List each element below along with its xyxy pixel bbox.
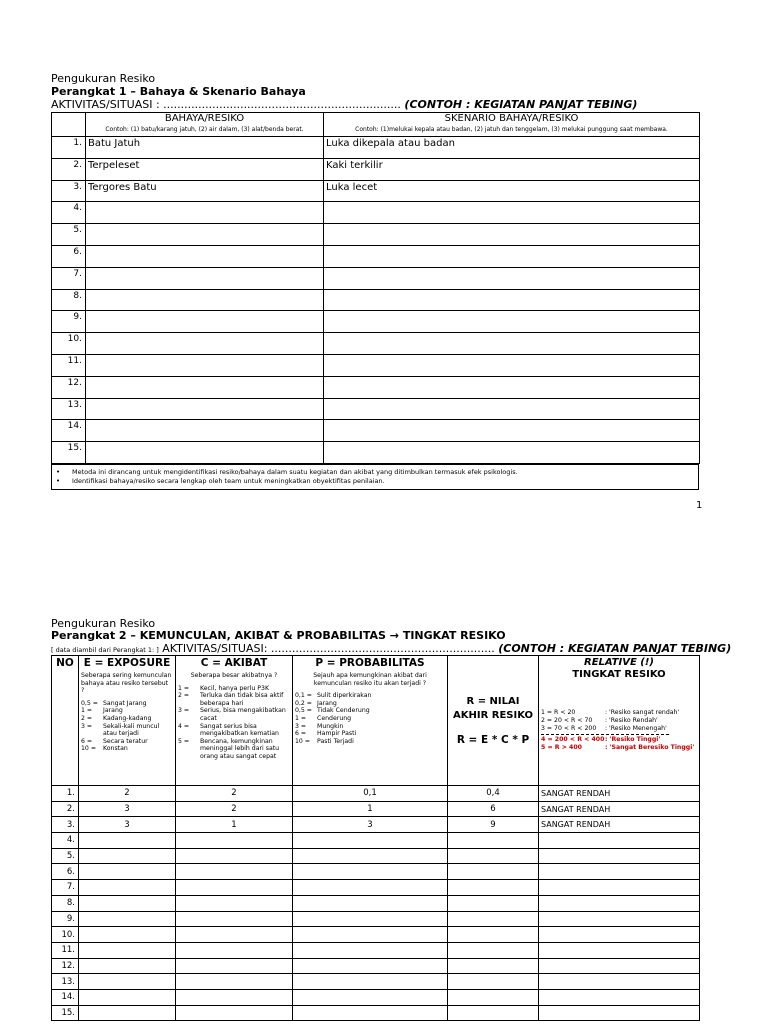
scale-value: Konstan — [103, 745, 128, 753]
table-row — [52, 245, 700, 267]
row-number: 14. — [52, 420, 86, 442]
scale-key: 3 = — [178, 707, 190, 715]
row-number: 11. — [52, 942, 79, 958]
exposure-cell: 3 — [79, 801, 176, 817]
hazard-cell — [86, 442, 324, 464]
scale-value: Sekali-kali muncul atau terjadi — [103, 722, 160, 738]
header-level-label: TINGKAT RESIKO — [572, 669, 666, 680]
hazard-table-body — [52, 137, 700, 464]
hazard-cell — [86, 333, 324, 355]
note-item: • Identifikasi bahaya/resiko secara lengkap oleh team untuk meningkatkan obyektifitas penilaian. — [56, 477, 698, 486]
risk-level-cell — [539, 864, 700, 880]
table-row — [52, 911, 700, 927]
result-cell — [448, 864, 539, 880]
legend-divider — [541, 734, 669, 735]
exposure-cell — [79, 989, 176, 1005]
consequence-cell — [176, 942, 293, 958]
row-number: 13. — [52, 398, 86, 420]
table-row — [52, 333, 700, 355]
consequence-scale-item — [178, 738, 290, 761]
probability-cell: 1 — [293, 801, 448, 817]
exposure-scale-item — [81, 745, 173, 753]
scale-key: 10 = — [81, 745, 97, 753]
probability-cell — [293, 833, 448, 849]
row-number: 10. — [52, 333, 86, 355]
header-probability-label: P = PROBABILITAS — [315, 657, 425, 669]
exposure-cell: 3 — [79, 817, 176, 833]
probability-scale-item — [295, 692, 445, 700]
exposure-cell — [79, 911, 176, 927]
table-row — [52, 376, 700, 398]
scale-value: Jarang — [317, 699, 337, 707]
scenario-cell — [324, 267, 700, 289]
probability-cell — [293, 989, 448, 1005]
note-item: • Metoda ini dirancang untuk mengidentifikasi resiko/bahaya dalam suatu kegiatan dan akibat yang ditimbulkan termasuk efek psikologis. — [56, 468, 698, 477]
scale-key: 6 = — [81, 737, 93, 745]
probability-cell — [293, 848, 448, 864]
risk-level-cell — [539, 895, 700, 911]
scale-key: 1 = — [178, 684, 190, 692]
table-row — [52, 180, 700, 202]
risk-level-range: 3 = 70 < R < 200 — [541, 725, 597, 732]
result-formula: R = E * C * P — [456, 733, 530, 746]
risk-level-range: 1 = R < 20 — [541, 709, 576, 716]
table-row — [52, 833, 700, 849]
probability-description: Sejauh apa kemungkinan akibat dari kemunculan resiko itu akan terjadi ? — [313, 672, 427, 687]
result-cell — [448, 848, 539, 864]
risk-level-item — [541, 717, 697, 725]
header-result-line2: AKHIR RESIKO — [452, 709, 533, 721]
exposure-scale-item — [81, 738, 173, 746]
scale-value: Mungkin — [317, 722, 344, 730]
hazard-cell — [86, 267, 324, 289]
table-row — [52, 311, 700, 333]
row-number: 8. — [52, 895, 79, 911]
scenario-cell — [324, 245, 700, 267]
scale-key: 3 = — [81, 722, 93, 730]
hazard-cell: Terpeleset — [86, 158, 324, 180]
row-number: 3. — [52, 180, 86, 202]
risk-level-cell — [539, 911, 700, 927]
risk-level-item — [541, 744, 697, 752]
probability-cell — [293, 927, 448, 943]
consequence-cell — [176, 1005, 293, 1021]
row-number: 9. — [52, 911, 79, 927]
header-scenario-label: SKENARIO BAHAYA/RESIKO — [444, 113, 579, 124]
scale-key: 3 = — [295, 722, 307, 730]
activity-label: AKTIVITAS/SITUASI: ................................................................ — [162, 642, 495, 655]
risk-table-body — [52, 786, 700, 1021]
row-number: 8. — [52, 289, 86, 311]
row-number: 1. — [52, 137, 86, 159]
scenario-cell — [324, 311, 700, 333]
scenario-cell: Luka dikepala atau badan — [324, 137, 700, 159]
table-row — [52, 864, 700, 880]
row-number: 6. — [52, 864, 79, 880]
row-number: 4. — [52, 833, 79, 849]
consequence-scale-item — [178, 692, 290, 707]
row-number: 15. — [52, 442, 86, 464]
header-cell-no — [52, 113, 86, 137]
scale-key: 0,5 = — [295, 707, 312, 715]
row-number: 9. — [52, 311, 86, 333]
table-row — [52, 880, 700, 896]
scenario-cell — [324, 376, 700, 398]
result-cell: 6 — [448, 801, 539, 817]
consequence-scale-item — [178, 707, 290, 722]
table-row — [52, 895, 700, 911]
exposure-cell — [79, 833, 176, 849]
scale-key: 0,1 = — [295, 692, 312, 700]
header-exposure-label: E = EXPOSURE — [83, 657, 171, 669]
result-cell — [448, 958, 539, 974]
table-row — [52, 158, 700, 180]
consequence-scale — [178, 685, 290, 761]
exposure-cell — [79, 864, 176, 880]
exposure-cell — [79, 942, 176, 958]
header-scenario-hint: Contoh: (1)melukai kepala atau badan, (2) jatuh dan tenggelam, (3) melukai punggung saat membawa. — [355, 126, 668, 133]
scale-key: 0,5 = — [81, 699, 98, 707]
header-cell-probability — [293, 656, 448, 786]
table-row — [52, 1005, 700, 1021]
exposure-cell — [79, 880, 176, 896]
consequence-cell — [176, 989, 293, 1005]
hazard-cell: Tergores Batu — [86, 180, 324, 202]
header-cell-result — [448, 656, 539, 786]
hazard-cell — [86, 398, 324, 420]
result-cell — [448, 1005, 539, 1021]
row-number: 6. — [52, 245, 86, 267]
exposure-cell — [79, 1005, 176, 1021]
probability-cell: 0,1 — [293, 786, 448, 802]
risk-level-cell — [539, 989, 700, 1005]
scale-key: 5 = — [178, 737, 190, 745]
example-label: (CONTOH : KEGIATAN PANJAT TEBING) — [404, 98, 638, 111]
header-cell-consequence — [176, 656, 293, 786]
probability-scale — [295, 692, 445, 745]
hazard-table — [51, 112, 700, 464]
scale-key: 1 = — [295, 714, 307, 722]
scale-key: 4 = — [178, 722, 190, 730]
risk-level-cell: SANGAT RENDAH — [539, 817, 700, 833]
form-subtitle: Perangkat 2 – KEMUNCULAN, AKIBAT & PROBABILITAS → TINGKAT RESIKO — [51, 629, 506, 642]
consequence-cell — [176, 911, 293, 927]
result-cell — [448, 974, 539, 990]
risk-level-range: 5 = R > 400 — [541, 744, 582, 751]
scale-value: Sangat Jarang — [103, 699, 147, 707]
scenario-cell — [324, 354, 700, 376]
scenario-cell — [324, 202, 700, 224]
hazard-cell — [86, 376, 324, 398]
risk-table — [51, 655, 700, 1021]
row-number: 13. — [52, 974, 79, 990]
activity-label: AKTIVITAS/SITUASI : .................................................................... — [51, 98, 401, 111]
hazard-cell: Batu Jatuh — [86, 137, 324, 159]
page-title: Pengukuran Resiko — [51, 72, 156, 85]
table-row — [52, 398, 700, 420]
scale-value: Sangat serius bisa mengakibatkan kematian — [200, 722, 279, 738]
result-cell — [448, 942, 539, 958]
header-cell-level — [539, 656, 700, 786]
scale-value: Hampir Pasti — [317, 730, 357, 738]
table-row — [52, 420, 700, 442]
scenario-cell: Kaki terkilir — [324, 158, 700, 180]
table-row — [52, 289, 700, 311]
probability-scale-item — [295, 730, 445, 738]
exposure-scale — [81, 700, 173, 753]
scale-value: Sulit diperkirakan — [317, 692, 372, 700]
hazard-cell — [86, 311, 324, 333]
probability-cell — [293, 864, 448, 880]
table-row — [52, 942, 700, 958]
scale-key: 2 = — [178, 692, 190, 700]
scenario-cell — [324, 420, 700, 442]
result-cell — [448, 880, 539, 896]
header-hazard-label: BAHAYA/RESIKO — [164, 113, 245, 124]
probability-cell — [293, 1005, 448, 1021]
table-row — [52, 958, 700, 974]
risk-table-header — [52, 656, 700, 786]
scenario-cell — [324, 442, 700, 464]
activity-line — [51, 642, 731, 655]
result-cell — [448, 833, 539, 849]
probability-cell — [293, 958, 448, 974]
exposure-scale-item — [81, 707, 173, 715]
hazard-table-header — [52, 113, 700, 137]
row-number: 4. — [52, 202, 86, 224]
consequence-scale-item — [178, 723, 290, 738]
row-number: 10. — [52, 927, 79, 943]
exposure-cell: 2 — [79, 786, 176, 802]
header-cell-no — [52, 656, 79, 786]
header-hazard-hint: Contoh: (1) batu/karang jatuh, (2) air dalam, (3) alat/benda berat. — [105, 126, 304, 133]
table-row — [52, 974, 700, 990]
risk-level-cell — [539, 833, 700, 849]
row-number: 5. — [52, 848, 79, 864]
hazard-cell — [86, 245, 324, 267]
scale-value: Bencana, kemungkinan meninggal lebih dari satu orang atau sangat cepat — [200, 737, 280, 760]
row-number: 15. — [52, 1005, 79, 1021]
scenario-cell — [324, 224, 700, 246]
exposure-description: Seberapa sering kemunculan bahaya atau resiko tersebut ? — [81, 672, 172, 695]
table-row — [52, 848, 700, 864]
scenario-cell — [324, 398, 700, 420]
scenario-cell — [324, 333, 700, 355]
risk-level-cell — [539, 958, 700, 974]
row-number: 5. — [52, 224, 86, 246]
exposure-scale-item — [81, 723, 173, 738]
risk-level-cell: SANGAT RENDAH — [539, 801, 700, 817]
result-cell — [448, 927, 539, 943]
row-number: 12. — [52, 958, 79, 974]
row-number: 11. — [52, 354, 86, 376]
risk-level-name: : 'Resiko Tinggi' — [605, 736, 661, 743]
source-note: [ data diambil dari Perangkat 1: ] — [51, 646, 159, 654]
result-cell — [448, 911, 539, 927]
exposure-cell — [79, 895, 176, 911]
consequence-cell — [176, 880, 293, 896]
exposure-cell — [79, 848, 176, 864]
row-number: 2. — [52, 158, 86, 180]
page-title: Pengukuran Resiko — [51, 617, 156, 630]
row-number: 14. — [52, 989, 79, 1005]
scale-value: Terluka dan tidak bisa aktif beberapa hari — [200, 692, 284, 707]
result-cell — [448, 895, 539, 911]
risk-level-name: : 'Resiko Rendah' — [605, 717, 658, 724]
risk-level-name: : 'Sangat Beresiko Tinggi' — [605, 744, 695, 751]
page-number: 1 — [696, 500, 703, 511]
consequence-cell: 2 — [176, 801, 293, 817]
result-cell: 9 — [448, 817, 539, 833]
consequence-cell — [176, 848, 293, 864]
scale-key: 10 = — [295, 737, 311, 745]
header-cell-exposure — [79, 656, 176, 786]
scale-value: Cenderung — [317, 714, 352, 722]
risk-level-range: 4 = 200 < R < 400 — [541, 736, 605, 743]
row-number: 7. — [52, 880, 79, 896]
risk-level-cell — [539, 927, 700, 943]
risk-level-name: : 'Resiko sangat rendah' — [605, 709, 680, 716]
exposure-cell — [79, 927, 176, 943]
consequence-cell — [176, 895, 293, 911]
header-result-line1: R = NILAI — [466, 695, 520, 707]
scale-value: Serius, bisa mengakibatkan cacat — [200, 707, 286, 722]
risk-level-range: 2 = 20 < R < 70 — [541, 717, 593, 724]
probability-cell — [293, 974, 448, 990]
scale-value: Kecil, hanya perlu P3K — [200, 684, 269, 692]
consequence-cell: 1 — [176, 817, 293, 833]
example-label: (CONTOH : KEGIATAN PANJAT TEBING) — [498, 642, 732, 655]
consequence-cell — [176, 927, 293, 943]
header-cell-scenario — [324, 113, 700, 137]
result-cell: 0,4 — [448, 786, 539, 802]
header-relative-label: RELATIVE (!) — [584, 657, 654, 668]
hazard-cell — [86, 420, 324, 442]
scale-key: 0,2 = — [295, 699, 312, 707]
header-cell-hazard — [86, 113, 324, 137]
header-no-label: NO — [56, 657, 74, 669]
scale-value: Secara teratur — [103, 737, 148, 745]
risk-level-cell — [539, 848, 700, 864]
exposure-scale-item — [81, 700, 173, 708]
risk-level-cell: SANGAT RENDAH — [539, 786, 700, 802]
scenario-cell: Luka lecet — [324, 180, 700, 202]
row-number: 7. — [52, 267, 86, 289]
consequence-cell — [176, 833, 293, 849]
probability-scale-item — [295, 723, 445, 731]
row-number: 12. — [52, 376, 86, 398]
scale-key: 2 = — [81, 714, 93, 722]
scenario-cell — [324, 289, 700, 311]
consequence-scale-item — [178, 685, 290, 693]
table-row — [52, 786, 700, 802]
table-row — [52, 927, 700, 943]
probability-scale-item — [295, 700, 445, 708]
table-row — [52, 989, 700, 1005]
probability-cell — [293, 895, 448, 911]
risk-level-item — [541, 725, 697, 733]
risk-level-cell — [539, 974, 700, 990]
table-row — [52, 354, 700, 376]
risk-level-cell — [539, 880, 700, 896]
probability-cell — [293, 942, 448, 958]
probability-scale-item — [295, 715, 445, 723]
scale-value: Tidak Cenderung — [317, 707, 370, 715]
row-number: 2. — [52, 801, 79, 817]
consequence-description: Seberapa besar akibatnya ? — [190, 672, 278, 679]
scale-value: Jarang — [103, 707, 123, 715]
consequence-cell — [176, 864, 293, 880]
scale-value: Pasti Terjadi — [317, 737, 354, 745]
table-row — [52, 442, 700, 464]
hazard-cell — [86, 224, 324, 246]
table-row — [52, 267, 700, 289]
probability-cell — [293, 880, 448, 896]
probability-scale-item — [295, 738, 445, 746]
risk-level-name: : 'Resiko Menengah' — [605, 725, 667, 732]
risk-level-legend — [541, 709, 697, 752]
probability-cell: 3 — [293, 817, 448, 833]
consequence-cell — [176, 958, 293, 974]
table-row — [52, 817, 700, 833]
scale-key: 1 = — [81, 707, 93, 715]
table-row — [52, 801, 700, 817]
method-notes — [51, 464, 699, 490]
exposure-cell — [79, 958, 176, 974]
exposure-scale-item — [81, 715, 173, 723]
table-row — [52, 137, 700, 159]
scale-value: Kadang-kadang — [103, 714, 152, 722]
risk-level-cell — [539, 1005, 700, 1021]
scale-key: 6 = — [295, 730, 307, 738]
row-number: 1. — [52, 786, 79, 802]
risk-level-item — [541, 736, 697, 744]
table-row — [52, 224, 700, 246]
form-subtitle: Perangkat 1 – Bahaya & Skenario Bahaya — [51, 85, 306, 98]
result-cell — [448, 989, 539, 1005]
hazard-cell — [86, 202, 324, 224]
hazard-cell — [86, 354, 324, 376]
hazard-cell — [86, 289, 324, 311]
header-consequence-label: C = AKIBAT — [200, 657, 268, 669]
consequence-cell: 2 — [176, 786, 293, 802]
consequence-cell — [176, 974, 293, 990]
exposure-cell — [79, 974, 176, 990]
probability-cell — [293, 911, 448, 927]
table-row — [52, 202, 700, 224]
row-number: 3. — [52, 817, 79, 833]
risk-level-item — [541, 709, 697, 717]
probability-scale-item — [295, 707, 445, 715]
activity-line — [51, 98, 637, 111]
risk-level-cell — [539, 942, 700, 958]
